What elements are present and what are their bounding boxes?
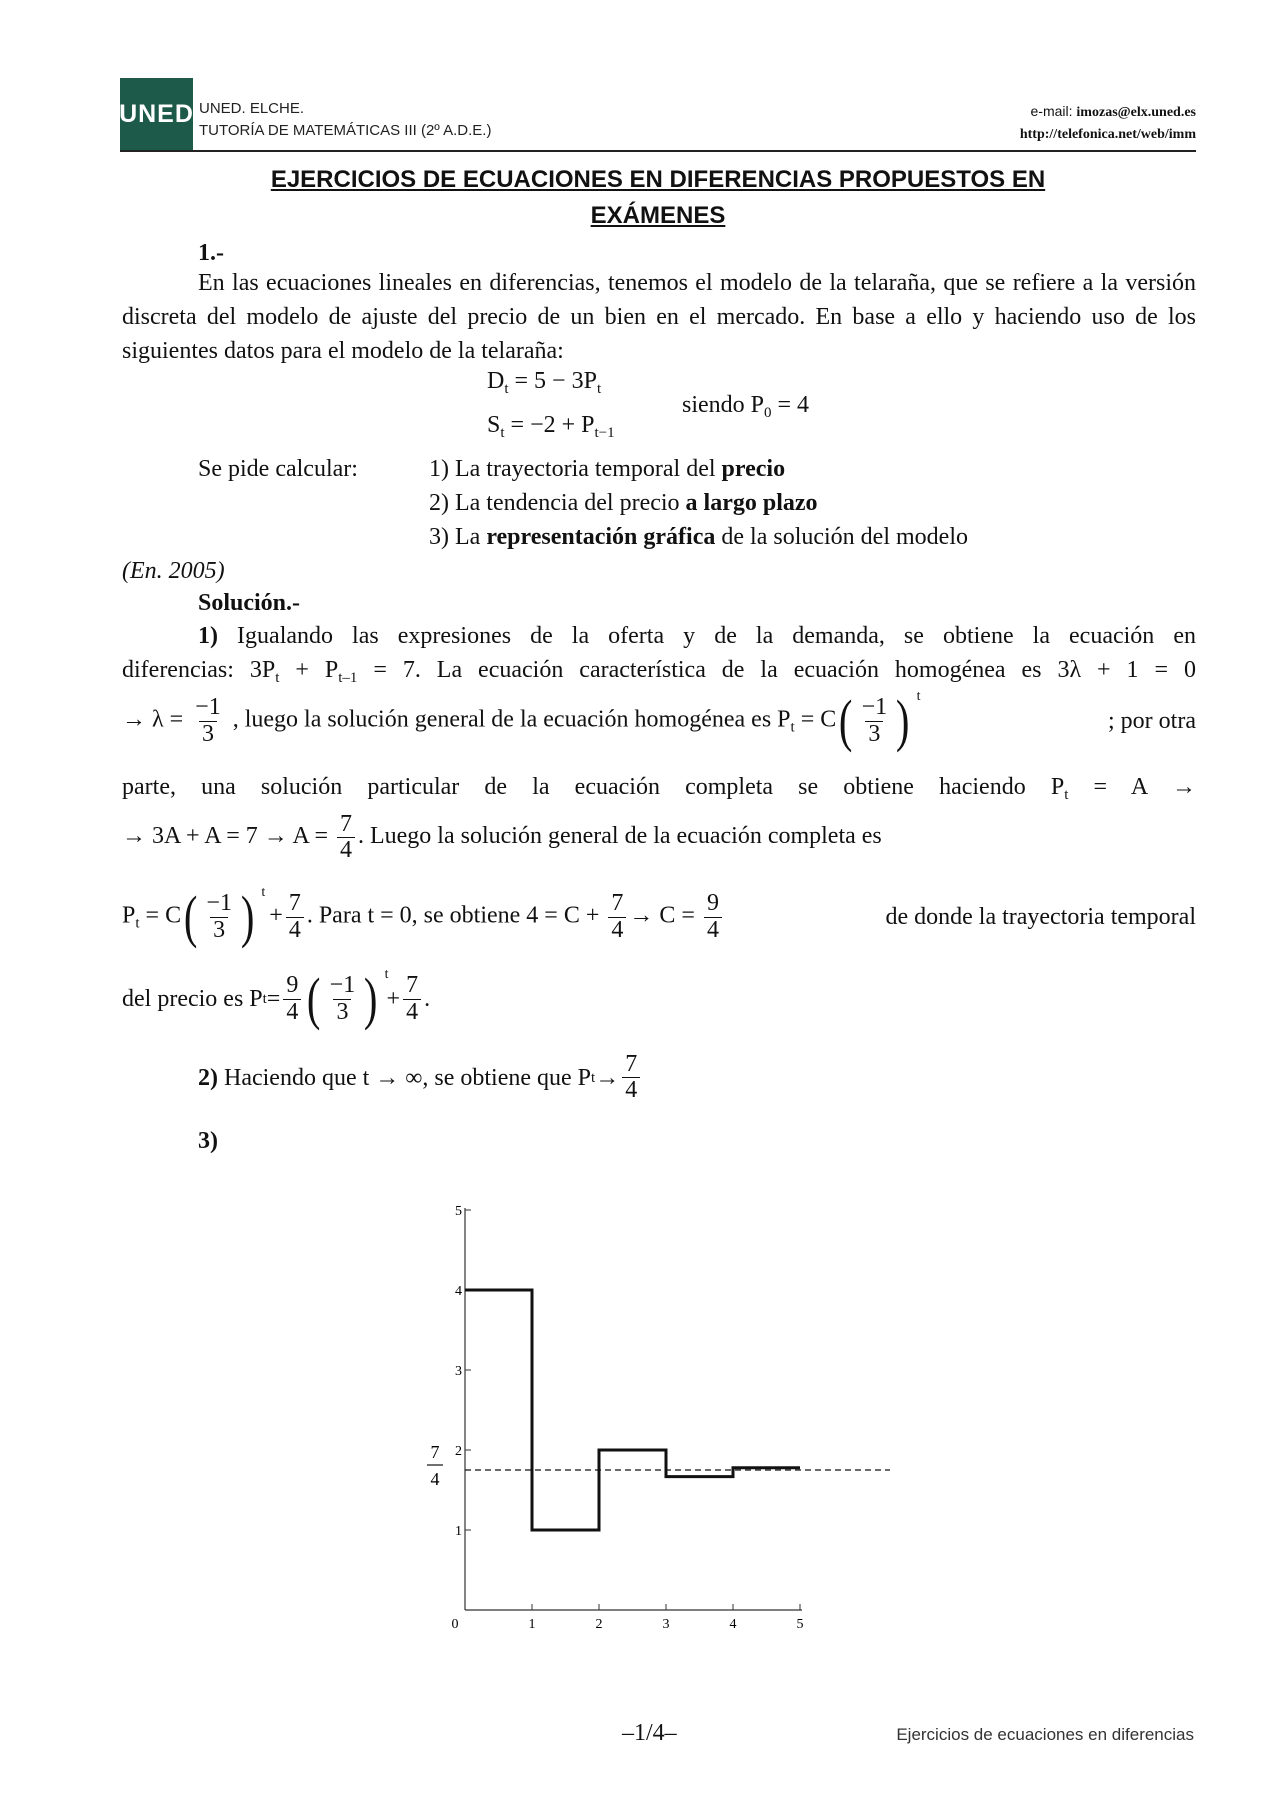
email-link[interactable]: imozas@elx.uned.es [1076,105,1196,120]
cobweb-price-chart [420,1190,900,1640]
uned-logo: UNED [120,78,193,150]
problem-intro: En las ecuaciones lineales en diferencias, tenemos el modelo de la telaraña, que se refiere a la versión discreta del modelo de ajuste del precio de un bien en el mercado. En base a ello y haciendo uso de los siguientes datos para el modelo de la telaraña: [122,270,1196,364]
task-item-2: 2) La tendencia del precio a largo plazo [429,490,818,516]
title-line2: EXÁMENES [590,202,726,229]
footer-title: Ejercicios de ecuaciones en diferencias [896,1725,1194,1744]
page-title [120,162,1196,234]
y-tick-label: 1 [455,1524,462,1539]
solution-p1-line4: parte, una solución particular de la ecuación completa se obtiene haciendo $P_t = A$ → [122,774,1196,803]
header-divider [120,150,1196,152]
y-tick-label: 2 [455,1444,462,1459]
task-list [429,452,968,554]
y-tick-label: 5 [455,1204,462,1219]
solution-p1-line7: del precio es P t = $\frac{9}{4}$ ( $\frac{-1}{3}$ ) t + $\frac{7}{4}$ . [122,966,431,1031]
title-line1: EJERCICIOS DE ECUACIONES EN DIFERENCIAS PROPUESTOS EN [270,166,1046,193]
header-course: TUTORÍA DE MATEMÁTICAS III (2º A.D.E.) [199,122,492,139]
solution-p1-line5: → 3A + A = 7 → A = $\frac{7}{4}$ . Luego la solución general de la ecuación completa es [122,811,882,864]
solution-heading: Solución.- [198,590,301,616]
task-item-3: 3) La representación gráfica de la solución del modelo [429,524,968,550]
page-number: –1/4– [622,1720,677,1746]
solution-p1-line3: → λ = $\frac{-1}{3}$ , luego la solución general de la ecuación homogénea es $P_t = C$ ( $\frac{-1}{3}$ ) t ; por otra [122,688,1196,753]
header-right [1020,101,1196,145]
solution-p1-line6: $P_t = C$ ( $\frac{-1}{3}$ ) t + $\frac{7}{4}$ . Para t = 0, se obtiene 4 = C + $\frac{7}{4}$ → C = $\frac{9}{4}$ de donde la trayectoria temporal [122,884,1196,949]
x-tick-label: 0 [451,1617,459,1632]
equilibrium-label-den: 4 [430,1469,440,1489]
solution-p1-line1: 1) Igualando las expresiones de la oferta y de la demanda, se obtiene la ecuación en [198,623,1196,649]
header-org: UNED. ELCHE. [199,100,305,117]
website-link[interactable]: http://telefonica.net/web/imm [1019,127,1196,142]
x-tick-label: 3 [662,1617,670,1632]
x-tick-label: 5 [796,1617,804,1632]
y-tick-label: 3 [455,1364,462,1379]
supply-equation: $S_t = -2 + P_{t-1}$ [487,412,615,441]
email-label: e-mail: [1030,103,1073,119]
header-left [199,98,491,142]
price-trajectory-line [465,1290,800,1530]
y-tick-label: 4 [455,1284,462,1299]
solution-p2: 2) Haciendo que t → ∞, se obtiene que P t → $\frac{7}{4}$ [198,1052,643,1103]
x-tick-label: 4 [729,1617,737,1632]
problem-number: 1.- [198,240,224,266]
x-tick-label: 1 [528,1617,536,1632]
demand-equation: $D_t = 5 - 3P_t$ [487,368,602,397]
solution-p1-line2: diferencias: $3P_t + P_{t-1} = 7$. La ecuación característica de la ecuación homogénea es 3λ + 1 = 0 [122,657,1196,686]
initial-condition: siendo $P_0 = 4$ [682,392,810,421]
se-pide-label: Se pide calcular: [198,456,358,482]
source-note: (En. 2005) [122,558,225,584]
x-tick-label: 2 [595,1617,603,1632]
lambda-fraction: $\frac{-1}{3}$ [195,694,221,747]
solution-p3: 3) [198,1128,218,1154]
task-item-1: 1) La trayectoria temporal del precio [429,456,786,482]
equilibrium-label-num: 7 [430,1442,440,1462]
